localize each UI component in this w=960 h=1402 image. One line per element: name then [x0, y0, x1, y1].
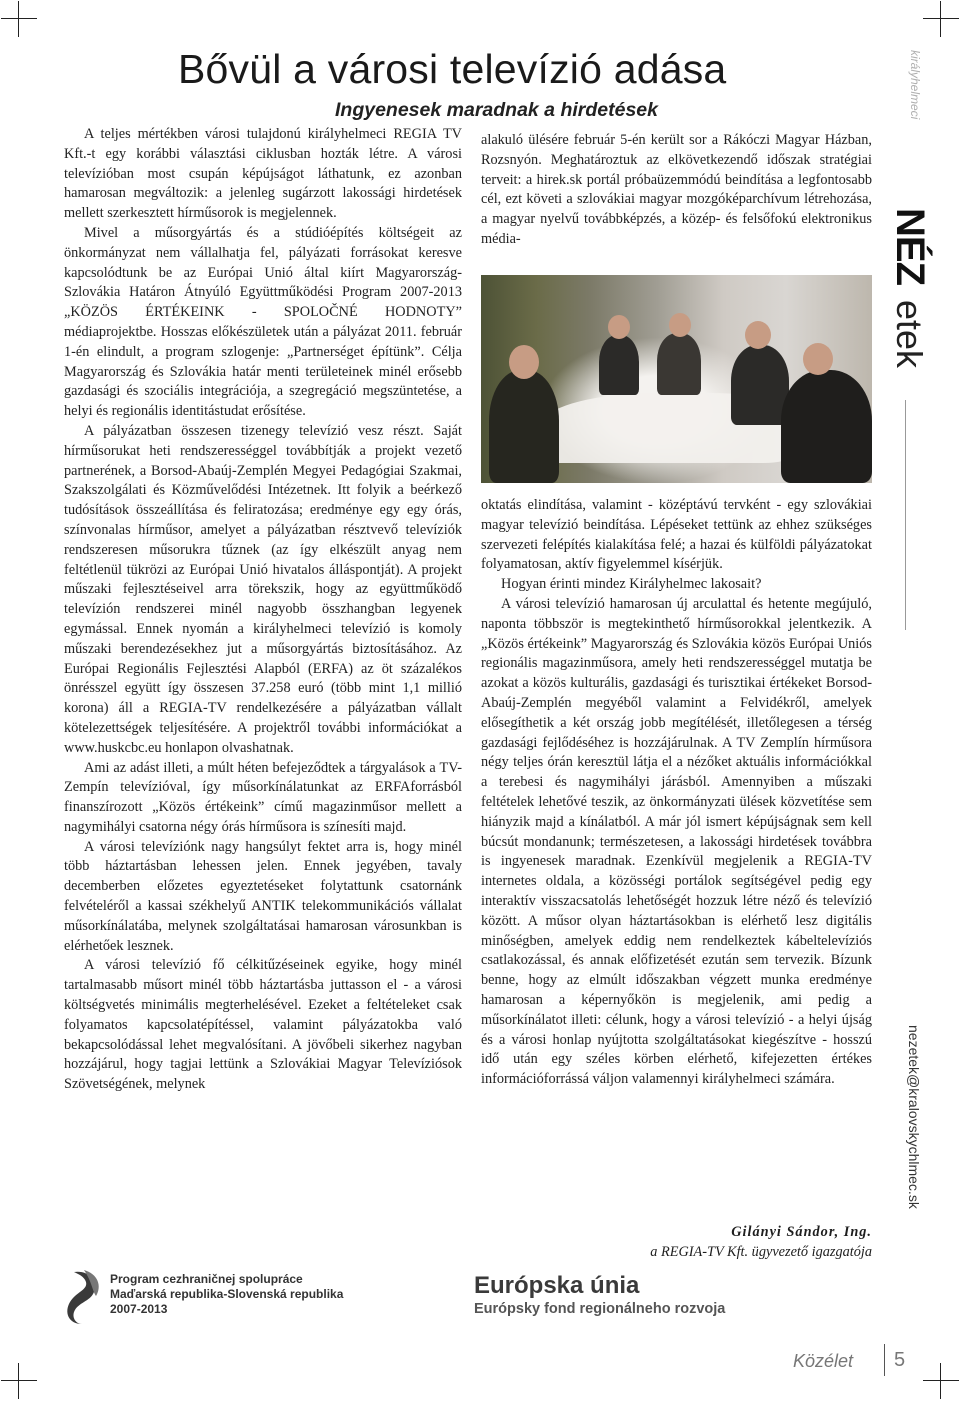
paragraph: alakuló ülésére február 5-én került sor a Rákóczi Magyar Házban, Rozsnyón. Meghatároztuk az elkövetkezendő időszak stratégiai terveit: a hirek.sk portál próbaüzemmódú beindítása a legfontosabb cél, ezt követi a szlovákiai magyar mozgóképarchívum létrehozása, a magyar nyelvű továbbképzés, a közép- és felsőfokú elektronikus média-	[481, 132, 872, 247]
footer-separator	[884, 1344, 885, 1376]
photo-person	[489, 370, 559, 483]
photo-person	[608, 315, 630, 339]
right-column-bottom	[481, 496, 872, 1090]
eu-subtitle: Európsky fond regionálneho rozvoja	[474, 1301, 726, 1317]
article-subtitle: Ingyenesek maradnak a hirdetések	[335, 99, 658, 121]
crop-mark-icon	[1, 1, 37, 37]
signature	[650, 1222, 872, 1262]
sidebar-rule	[905, 400, 906, 630]
sidebar-light-label	[906, 50, 926, 150]
program-emblem-icon	[64, 1268, 102, 1326]
meeting-photo	[481, 275, 872, 483]
photo-person	[731, 345, 789, 425]
crop-mark-icon	[923, 1363, 959, 1399]
eu-title: Európska únia	[474, 1272, 640, 1299]
sidebar-brand	[886, 208, 932, 408]
sidebar-brand-bold: NÉZ	[888, 208, 932, 285]
program-line: Program cezhraničnej spolupráce	[110, 1272, 303, 1286]
paragraph: Hogyan érinti mindez Királyhelmec lakosait?	[501, 576, 762, 593]
program-logo	[64, 1268, 424, 1330]
paragraph: Ami az adást illeti, a múlt héten befejeződtek a tárgyalások a TV-Zempín televízióval, így műsorkínálatunkat az ERFAforrásból finanszírozott „Közös értékeink” című magazinműsor mellett a nagymihályi csatorna négy órás hírműsora is színesíti majd.	[64, 759, 462, 835]
photo-person	[781, 370, 872, 483]
program-line: 2007-2013	[110, 1302, 168, 1316]
paragraph: oktatás elindítása, valamint - középtávú tervként - egy szlovákiai magyar televízió beindítása. Lépéseket tettünk az ehhez szükséges szervezeti felépítés kialakítása felé; a hazai és külföldi pályázatokat folyamatosan, aktív figyelemmel kísérjük.	[481, 497, 872, 573]
right-column-top	[481, 131, 872, 250]
crop-mark-icon	[923, 1, 959, 37]
footer-section: Közélet	[793, 1351, 854, 1371]
photo-person	[669, 313, 691, 337]
left-column	[64, 125, 462, 1095]
sidebar-email: nezetek@kralovskychlmec.sk	[906, 1025, 922, 1209]
photo-person	[745, 321, 771, 349]
paragraph: A pályázatban összesen tizenegy televízió vesz részt. Saját hírműsorukat heti rendszerességgel továbbítják a projekt vezető partnerének, a Borsod-Abaúj-Zemplén Megyei Pedagógiai Szakmai, Szakszolgálati és Közművelődési Intézetnek. Itt folyik a beérkező tudósítások összeállítása és feliratozása; eredménye egy egy órás, színvonalas hírműsor, amelyet a pályázatban résztvevő televíziók rendszeresen műsorukra tűznek (az így elkészült anyag nem feltétlenül tükrözi az Európai Unió hivatalos álláspontját). A projekt műszaki fejlesztéseivel arra törekszik, hogy az együttműködő televízión rendszerei minél nagyobb összhangban legyenek egymással. Ennek nyomán a királyhelmeci televízió is komoly műszaki berendezésekhez jut a műsorgyártás biztosításához. Az Európai Regionális Fejlesztési Alapból (ERFA) az öt százalékos önrésszel együtt így összesen 37.258 euró (több mint 1,1 millió korona) áll a REGIA-TV rendelkezésére a pályázatban vállalt kötelezettségek teljesítésére. A projektről további információkat a www.huskcbc.eu honlapon olvashatnak.	[64, 422, 462, 756]
crop-mark-icon	[1, 1363, 37, 1399]
page-number: 5	[894, 1349, 906, 1371]
article-title: Bővül a városi televízió adása	[178, 46, 727, 92]
signature-name: Gilányi Sándor, Ing.	[731, 1224, 872, 1240]
photo-person	[657, 333, 701, 395]
eu-logo	[474, 1272, 774, 1332]
photo-person	[599, 335, 639, 395]
program-line: Maďarská republika-Slovenská republika	[110, 1287, 344, 1301]
paragraph: A teljes mértékben városi tulajdonú királyhelmeci REGIA TV Kft.-t egy korábbi választási ciklusban hozták létre. A városi televízióban most csupán képújságot láthatunk, ez azonban hamarosan megváltozik: a jelenleg sugárzott lakossági hirdetések mellett szerkesztett hírműsorok is megjelennek.	[64, 126, 462, 222]
sidebar-town-label: királyhelmeci	[908, 50, 922, 120]
sidebar-email-box	[904, 1025, 924, 1215]
signature-role: a REGIA-TV Kft. ügyvezető igazgatója	[650, 1244, 872, 1260]
paragraph: A városi televíziónk nagy hangsúlyt fektet arra is, hogy minél több háztartásban lehessen jelen. Ennek jegyében, tavaly decemberben előzetes egyeztetéseket folytattunk csatornánk felvételéről a kassai székhelyű ANTIK telekommunikációs vállalat műsorkínálatába, melynek szolgáltatásai hamarosan városunkban is elérhetőek lesznek.	[64, 838, 462, 954]
paragraph: A városi televízió fő célkitűzéseinek egyike, hogy minél tartalmasabb műsort minél több háztartásba juttasson el - a városi költségvetés minimális megterhelésével. Ezeket a feltételeket csak folyamatos kapcsolatépítéssel, valamint pályázatokba való bekapcsolódással lehet megvalósítani. A jövőbeli sikerhez nagyban hozzájárul, hogy tagjai lettünk a Szlovákiai Magyar Televíziósok Szövetségének, melynek	[64, 957, 462, 1093]
sidebar-brand-light: etek	[889, 300, 930, 369]
photo-person	[803, 343, 833, 375]
paragraph: A városi televízió hamarosan új arculattal és hetente megújuló, naponta többször is megtekinthető hírműsorokkal jelentkezik. A „Közös értékeink” Magyarország és Szlovákia közös Európai Uniós regionális magazinműsora, amely heti rendszerességgel mutatja be azokat a közös kulturális, gazdasági és turisztikai értékeket Borsod-Abaúj-Zemplén megyéből valamint a Felvidékről, amelyek elősegíthetik a két ország jobb megítélését, illetőlegesen a térség gazdasági fejlődéséhez is hozzájárulnak. A TV Zemplín hírműsora négy teljes órán keresztül látja el a nézőket aktuális információkkal a terebesi és nagymihályi járásból. Amennyiben a műszaki feltételek lehetővé teszik, az önkormányzati ülések közvetítése sem hiányzik majd a kínálatból. A már jól ismert képújságnak sem kell búcsút mondanunk; természetesen, a lakossági hirdetések továbbra is ingyenesek maradnak. Ezenkívül megjelenik a REGIA-TV internetes oldala, a közösségi portálok segítségével pedig egy interaktív visszacsatolás lehetőségét hozzuk létre néző és televízió között. A műsor olyan háztartásokban is elérhető lesz digitális minőségben, amelyek eddig nem rendelkeztek kábeltelevíziós csatlakozással, és annak előfizetését ezután sem tervezik. Bízunk benne, hogy az elmúlt időszakban végzett munka eredménye hamarosan a képernyőkön is megjelenik, ami pedig a műsorkínálatot illeti: célunk, hogy a városi televízió - a helyi újság és a városi honlap nyújtotta szolgáltatásokat kiegészítve - hosszú idő után egy széles körben elérhető, kifejezetten értékes információforrássá váljon valamennyi királyhelmeci számára.	[481, 595, 872, 1088]
paragraph: Mivel a műsorgyártás és a stúdióépítés költségeit az önkormányzat nem vállalhatja fel, pályázati forrásokat keresve kapcsolódtunk be az Európai Unió által kiírt Magyarország-Szlovákia Határon Átnyúló Együttműködési Program 2007-2013 „KÖZÖS ÉRTÉKEINK - SPOLOČNÉ HODNOTY” médiaprojektbe. Hosszas előkészületek után a pályázat 2011. február 1-én elindult, a program szlogenje: „Partnerséget építünk”. Célja Magyarország és Szlovákia határ menti területeinek minél erősebb gazdasági és szociális integrációja, a szegregáció megszüntetése, a helyi és regionális identitástudat erősítése.	[64, 224, 462, 420]
photo-person	[509, 345, 539, 379]
